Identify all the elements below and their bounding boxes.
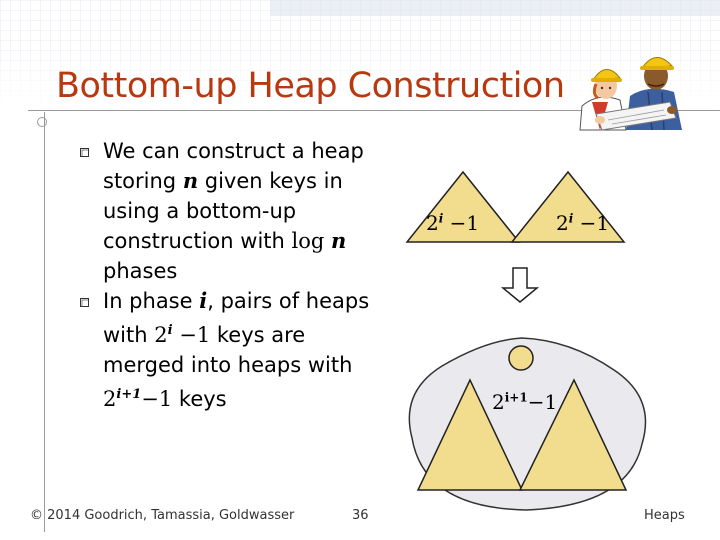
left-heap-label: $2^i -1$ — [426, 211, 480, 235]
bullet-text-fragment: 2 — [103, 387, 117, 411]
right-heap-label: $2^i -1$ — [556, 211, 610, 235]
bullet-text-fragment: phases — [103, 259, 178, 283]
bullet-text-fragment: , pairs of heaps with — [103, 289, 370, 347]
left-rule — [44, 112, 45, 532]
bullet-2 — [103, 286, 378, 414]
down-arrow-icon — [503, 268, 537, 302]
bullet-1 — [103, 136, 378, 286]
bullet-text-fragment: 2 — [154, 323, 168, 347]
bullet-text-fragment: keys are merged into heaps with — [103, 323, 353, 377]
registration-mark-icon — [36, 116, 48, 128]
bullet-text-fragment: n — [182, 168, 199, 193]
merged-heap-label: $2^{i+1}-1$ — [492, 390, 558, 414]
bullet-text-fragment: i — [199, 288, 208, 313]
bullet-text-fragment: i — [167, 323, 173, 338]
slide-title: Bottom-up Heap Construction — [56, 66, 565, 106]
bullet-square-icon — [80, 298, 89, 307]
bullet-text-fragment: −1 — [172, 323, 211, 347]
bullet-text-fragment: n — [330, 228, 347, 253]
bullet-text-fragment: In phase — [103, 289, 200, 313]
footer-copyright: © 2014 Goodrich, Tamassia, Goldwasser — [30, 508, 295, 523]
bullet-text-fragment: −1 — [141, 387, 173, 411]
bullet-text-fragment: i+1 — [116, 387, 142, 402]
bullet-text-fragment: log — [291, 229, 331, 253]
construction-workers-icon — [578, 40, 690, 132]
root-node — [509, 346, 533, 370]
footer-page-number: 36 — [352, 508, 369, 523]
bullet-text-fragment: keys — [172, 387, 227, 411]
footer-section: Heaps — [644, 508, 685, 523]
bullet-text-fragment: given keys in using a bottom-up construction with — [103, 169, 343, 253]
bullet-square-icon — [80, 148, 89, 157]
bullet-text-fragment: We can construct a heap storing — [103, 139, 364, 193]
